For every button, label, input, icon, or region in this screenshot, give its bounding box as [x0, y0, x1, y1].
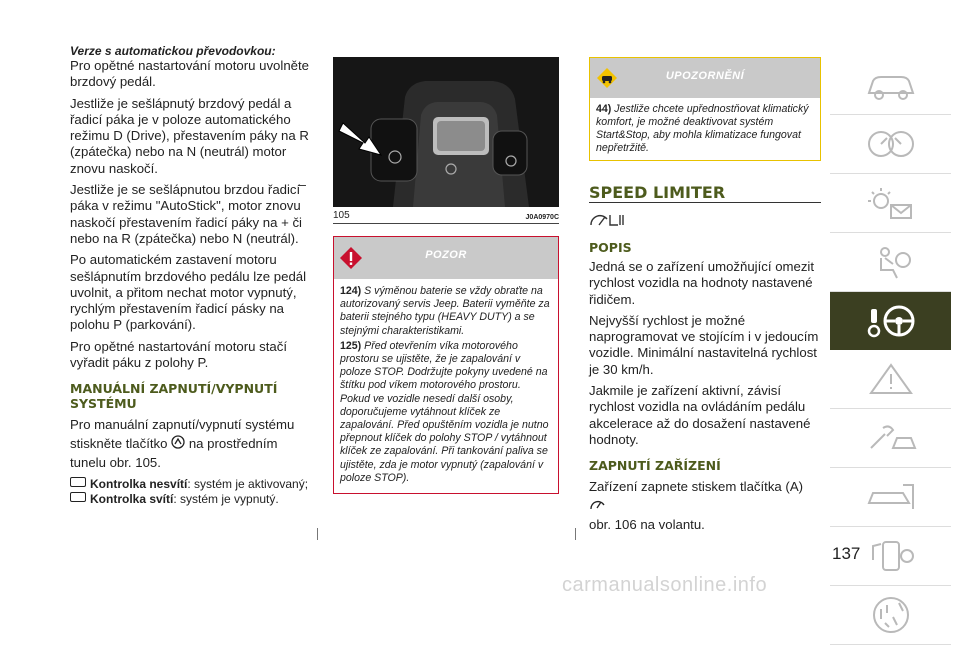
note-text: 44) Jestliže chcete upřednostňovat klimatický komfort, je možné deaktivovat systém Start&Stop, aby mohla klimatizace fungovat nepřetržitě.: [596, 103, 809, 154]
left-column: [70, 44, 310, 507]
warning-box: [333, 236, 559, 494]
warning-header: [334, 237, 558, 279]
popis-heading: POPIS: [589, 240, 632, 255]
note-box: [589, 57, 821, 161]
middle-column: [333, 57, 559, 494]
warning-item: 125) Před otevřením víka motorového prostoru se ujistěte, že je zapalování v poloze STOP. Dodržujte pokyny uvedené na štítku pod víkem motorového prostoru. Pokud ve vozidle nesedí další osoby, doporučujeme vytáhnout klíček ze zapalování. Před opuštěním vozidla je nutno přepnout klíček do polohy STOP / vytáhnout klíček ze zapalování. Při tankování paliva se ujistěte, zda je motor vypnutý (zapalování v poloze STOP).: [340, 339, 549, 484]
paragraph: Pro manuální zapnutí/vypnutí systému stiskněte tlačítko na prostředním tunelu obr. 105.: [70, 417, 295, 471]
page-number: 137: [832, 544, 861, 563]
figure-number: 105: [333, 210, 350, 221]
airbag-seat-icon: [863, 244, 919, 280]
paragraph: Nejvyšší rychlost je možné naprogramovat ve stojícím i v jedoucím vozidle. Minimální nastavitelná rychlost je 30 km/h.: [589, 312, 819, 377]
crop-mark: [575, 528, 576, 540]
right-column: [589, 57, 821, 539]
section-title-block: [589, 183, 821, 203]
warning-triangle-icon: [863, 361, 919, 397]
tab-gauges[interactable]: [830, 115, 951, 174]
car-data-icon: [863, 479, 919, 515]
key-steering-wheel-icon: [863, 301, 919, 341]
console-photo-illustration: [333, 57, 559, 207]
car-icon: [70, 477, 86, 487]
paragraph: Pro opětné nastartování motoru stačí vyřadit páku z polohy P.: [70, 338, 287, 371]
paragraph: Pro opětné nastartování motoru uvolněte brzdový pedál.: [70, 58, 309, 90]
tab-key-steering-wheel[interactable]: [830, 292, 951, 350]
paragraph: Po automatickém zastavení motoru sešlápnutím brzdového pedálu lze pedál uvolnit, a přitom nechat motor vypnutý, rychlým přestavením řadicí pásky na polohu P (parkování).: [70, 252, 307, 333]
music-phone-icon: [863, 538, 919, 574]
tab-airbag-seat[interactable]: [830, 233, 951, 292]
watermark: carmanualsonline.info: [562, 574, 768, 596]
note-title: UPOZORNĚNÍ: [665, 70, 745, 82]
subheading: Verze s automatickou převodovkou:: [70, 44, 276, 58]
figure-code: J0A0970C: [525, 214, 559, 221]
tab-sun-warning[interactable]: [830, 174, 951, 233]
figure-photo: [333, 57, 559, 207]
warning-text: [334, 279, 558, 493]
paragraph: Zařízení zapnete stiskem tlačítka (A) obr. 106 na volantu.: [589, 479, 804, 533]
tab-wrench-car[interactable]: [830, 409, 951, 468]
crop-mark: [317, 528, 318, 540]
car-icon: [70, 492, 86, 502]
sun-warning-envelope-icon: [863, 185, 919, 221]
speed-limiter-button-icon: [589, 496, 607, 512]
dash: –: [298, 177, 306, 193]
section-heading: MANUÁLNÍ ZAPNUTÍ/VYPNUTÍ SYSTÉMU: [70, 381, 278, 412]
speed-limiter-icon: [589, 211, 627, 229]
section-title: SPEED LIMITER: [589, 183, 726, 202]
warning-item: 124) S výměnou baterie se vždy obraťte na autorizovaný servis Jeep. Baterii vyměňte za baterii stejného typu (HEAVY DUTY) a se stejnými charakteristikami.: [340, 285, 550, 337]
start-stop-button-icon: [171, 435, 185, 449]
note-header: [590, 58, 820, 98]
zapnuti-heading: ZAPNUTÍ ZAŘÍZENÍ: [589, 458, 721, 474]
paragraph: Jestliže je sešlápnutý brzdový pedál a řadicí páka je v poloze automatického režimu D (Drive), přestavením páky na R (zpátečka) nebo na N (neutrál) motor znovu naskočí.: [70, 95, 309, 176]
speed-limiter-symbol: [589, 211, 821, 234]
alphabet-index-icon: [863, 595, 919, 635]
tab-warning-triangle[interactable]: [830, 350, 951, 409]
gauges-icon: [863, 126, 919, 162]
wrench-car-icon: [863, 420, 919, 456]
car-overview-icon: [863, 67, 919, 103]
warning-title: POZOR: [425, 249, 467, 261]
figure-caption: [333, 210, 559, 224]
tab-car-overview[interactable]: [830, 56, 951, 115]
bullet-item: Kontrolka svítí: systém je vypnutý.: [70, 492, 310, 507]
tab-car-data[interactable]: [830, 468, 951, 527]
tab-alphabet-index[interactable]: [830, 586, 951, 645]
bullet-item: Kontrolka nesvítí: systém je aktivovaný;: [70, 477, 310, 492]
paragraph: Jestliže je se sešlápnutou brzdou řadicí páka v režimu "AutoStick", motor znovu naskočí přestavením řadicí páky na + či nebo na R (zpátečka) nebo N (neutrál). –: [70, 177, 306, 246]
paragraph: Jakmile je zařízení aktivní, závisí rychlost vozidla na ovládáním pedálu akcelerace až do dosažení nastavené hodnoty.: [589, 383, 811, 447]
paragraph: Jedná se o zařízení umožňující omezit rychlost vozidla na hodnoty nastavené řidičem.: [589, 259, 815, 307]
